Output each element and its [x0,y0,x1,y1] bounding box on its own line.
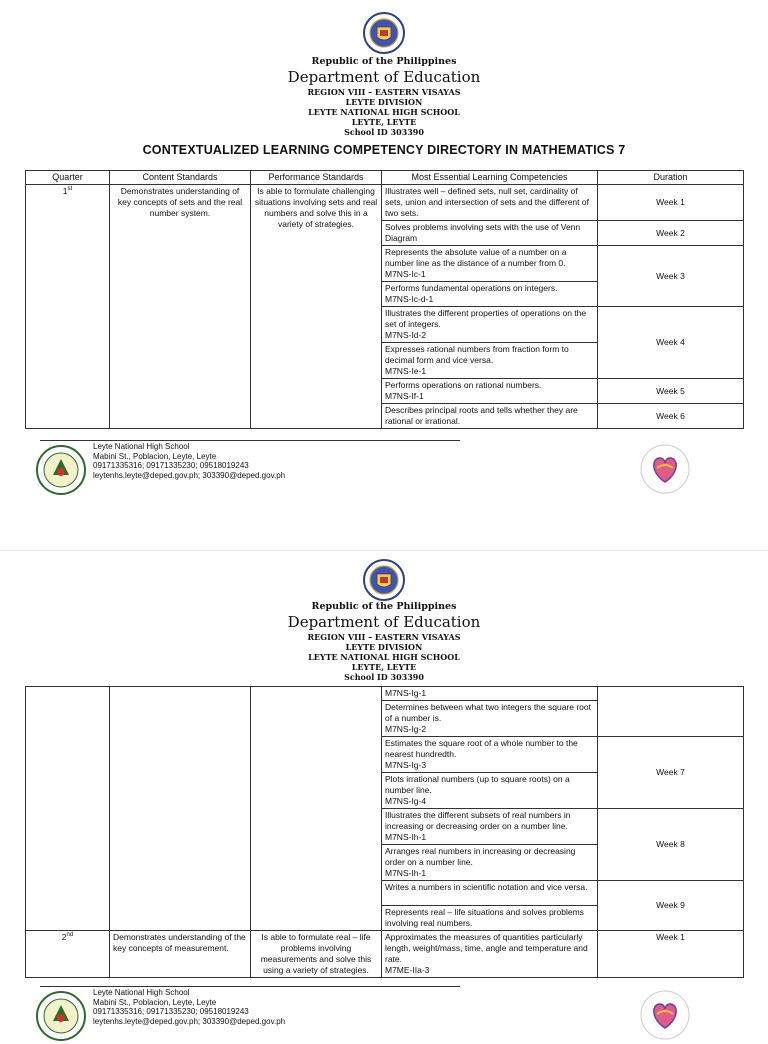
column-header: Duration [598,171,744,185]
competency-cell: Determines between what two integers the square root of a number is. M7NS-Ig-2 [382,701,598,737]
footer-phones: 09171335316; 09171335230; 09518019243 [93,461,249,470]
performance-standard-cell: Is able to formulate challenging situations involving sets and real numbers and solve this in a variety of strategies. [251,185,382,429]
page-footer [0,984,768,1044]
school-id-label: School ID 303390 [344,127,424,137]
footer-address: Mabini St., Poblacion, Leyte, Leyte [93,451,217,461]
footer-school: Leyte National High School [93,988,190,997]
document-title: CONTEXTUALIZED LEARNING COMPETENCY DIRECTORY IN MATHEMATICS 7 [142,143,626,157]
letterhead [0,601,768,682]
column-header: Quarter [26,171,110,185]
competency-cell: Performs fundamental operations on integers. M7NS-Ic-d-1 [382,282,598,307]
table-row [26,687,744,701]
competency-cell: Represents the absolute value of a number on a number line as the distance of a number from 0. M7NS-Ic-1 [382,246,598,282]
table-row [26,931,744,978]
competency-table [25,170,744,429]
footer-divider [40,440,460,441]
competency-table-continued [25,686,744,978]
performance-standard-cell [251,687,382,931]
competency-cell: Expresses rational numbers from fraction form to decimal form and vice versa. M7NS-Ie-1 [382,343,598,379]
competency-cell: Illustrates the different subsets of real numbers in increasing or decreasing order on a number line. M7NS-Ih-1 [382,809,598,845]
footer-contact [93,442,285,480]
table-row [26,185,744,221]
duration-cell: Week 4 [598,307,744,379]
location-label: LEYTE, LEYTE [351,662,417,672]
competency-cell: Illustrates well – defined sets, null set, cardinality of sets, union and intersection of sets and the different of two sets. [382,185,598,221]
location-label: LEYTE, LEYTE [351,117,417,127]
competency-cell: Writes a numbers in scientific notation and vice versa. [382,881,597,906]
school-label: LEYTE NATIONAL HIGH SCHOOL [308,652,460,662]
competency-cell: Estimates the square root of a whole number to the nearest hundredth. M7NS-Ig-3 [382,737,598,773]
content-standard-cell [110,687,251,931]
duration-cell: Week 6 [598,404,744,429]
competency-cell: Represents real – life situations and solves problems involving real numbers. [385,907,584,928]
competency-cell: Illustrates the different properties of operations on the set of integers. M7NS-Id-2 [382,307,598,343]
republic-label: Republic of the Philippines [311,601,457,612]
republic-label: Republic of the Philippines [311,56,457,67]
competency-cell: Solves problems involving sets with the use of Venn Diagram [382,221,598,246]
footer-divider [40,986,460,987]
duration-cell: Week 7 [598,737,744,809]
department-label: Department of Education [287,68,481,86]
duration-cell: Week 1 [598,931,744,978]
competency-cell-pair [382,881,598,931]
duration-cell: Week 8 [598,809,744,881]
heart-emblem-icon [640,990,690,1040]
deped-seal-icon [363,12,405,54]
duration-cell: Week 1 [598,185,744,221]
column-header: Content Standards [110,171,251,185]
performance-standard-cell: Is able to formulate real – life problems involving measurements and solve this using a variety of strategies. [251,931,382,978]
footer-emails: leytenhs.leyte@deped.gov.ph; 303390@deped.gov.ph [93,1016,286,1026]
duration-cell: Week 9 [598,881,744,931]
competency-cell: M7NS-Ig-1 [382,687,598,701]
competency-cell: Approximates the measures of quantities particularly length, weight/mass, time, angle and temperature and rate. M7ME-IIa-3 [382,931,598,978]
division-label: LEYTE DIVISION [345,97,423,107]
school-id-label: School ID 303390 [344,672,424,682]
footer-contact [93,988,285,1026]
content-standard-cell: Demonstrates understanding of the key concepts of measurement. [110,931,251,978]
quarter-cell: 1st [26,185,110,429]
region-label: REGION VIII – EASTERN VISAYAS [307,87,461,97]
school-label: LEYTE NATIONAL HIGH SCHOOL [308,107,460,117]
duration-cell: Week 2 [598,221,744,246]
table-header-row [26,171,744,185]
quarter-cell: 2nd [26,931,110,978]
duration-cell [598,687,744,737]
school-logo-icon [36,445,86,495]
footer-phones: 09171335316; 09171335230; 09518019243 [93,1007,249,1016]
duration-cell: Week 5 [598,379,744,404]
column-header: Performance Standards [251,171,382,185]
competency-cell: Arranges real numbers in increasing or decreasing order on a number line. M7NS-Ih-1 [382,845,598,881]
quarter-cell [26,687,110,931]
heart-emblem-icon [640,444,690,494]
footer-school: Leyte National High School [93,442,190,451]
duration-cell: Week 3 [598,246,744,307]
document-page-2 [0,550,768,1025]
competency-cell: Performs operations on rational numbers. M7NS-If-1 [382,379,598,404]
content-standard-cell: Demonstrates understanding of key concepts of sets and the real number system. [110,185,251,429]
region-label: REGION VIII – EASTERN VISAYAS [307,632,461,642]
division-label: LEYTE DIVISION [345,642,423,652]
letterhead [0,56,768,137]
column-header: Most Essential Learning Competencies [382,171,598,185]
school-logo-icon [36,991,86,1041]
footer-emails: leytenhs.leyte@deped.gov.ph; 303390@deped.gov.ph [93,470,286,480]
competency-cell: Describes principal roots and tells whether they are rational or irrational. [382,404,598,429]
competency-cell: Plots irrational numbers (up to square roots) on a number line. M7NS-Ig-4 [382,773,598,809]
deped-seal-icon [363,559,405,601]
footer-address: Mabini St., Poblacion, Leyte, Leyte [93,997,217,1007]
department-label: Department of Education [287,613,481,631]
page-footer [0,438,768,498]
